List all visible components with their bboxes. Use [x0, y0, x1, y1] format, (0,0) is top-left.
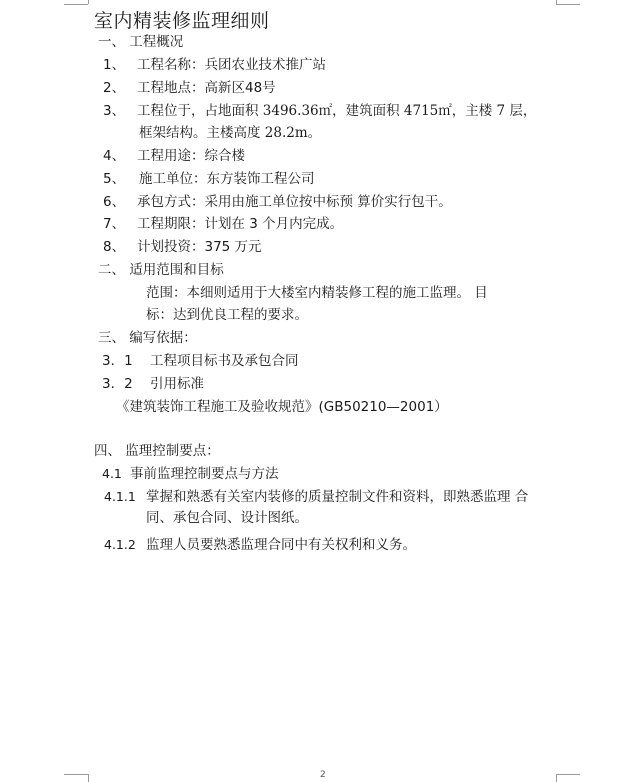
crop-mark	[556, 774, 557, 782]
list-number: 4.1.1	[104, 489, 136, 504]
list-item	[103, 215, 343, 233]
crop-mark	[88, 774, 89, 782]
list-text: 工程项目标书及承包合同	[150, 353, 299, 369]
section-heading: 二、 适用范围和目标	[98, 262, 224, 278]
paragraph-line: 范围：本细则适用于大楼室内精装修工程的施工监理。 目	[146, 285, 488, 301]
list-item	[104, 488, 528, 506]
list-number: 6、	[103, 194, 126, 210]
section-heading: 三、 编写依据：	[98, 330, 197, 346]
list-text: 监理人员要熟悉监理合同中有关权利和义务。	[146, 537, 416, 553]
list-number: 1、	[103, 57, 126, 73]
list-number: 4.1	[102, 466, 122, 481]
list-number: 3．1	[102, 353, 133, 369]
list-item	[103, 102, 536, 120]
list-number: 4.1.2	[104, 537, 136, 552]
list-text-continued: 框架结构。主楼高度 28.2m。	[139, 125, 322, 141]
list-item	[103, 79, 276, 97]
list-number: 8、	[103, 239, 126, 255]
list-text: 施工单位：东方装饰工程公司	[139, 171, 315, 187]
document-title: 室内精装修监理细则	[94, 10, 270, 32]
crop-mark	[64, 4, 88, 5]
list-number: 3．2	[102, 376, 133, 392]
list-number: 5、	[103, 171, 126, 187]
list-text: 工程名称：兵团农业技术推广站	[137, 57, 326, 73]
list-text: 工程期限：计划在 3 个月内完成。	[137, 216, 344, 232]
list-item	[103, 147, 245, 165]
list-text: 引用标准	[150, 376, 204, 392]
list-item	[104, 536, 416, 554]
list-item	[102, 375, 204, 393]
subsection-heading	[102, 465, 279, 483]
list-text: 事前监理控制要点与方法	[130, 466, 279, 482]
list-text: 计划投资：375 万元	[137, 239, 262, 255]
list-item	[102, 352, 299, 370]
list-text: 掌握和熟悉有关室内装修的质量控制文件和资料，即熟悉监理 合	[146, 489, 529, 505]
list-item	[103, 56, 326, 74]
list-text: 工程位于，占地面积 3496.36㎡，建筑面积 4715㎡，主楼 7 层，	[137, 103, 537, 119]
list-text: 工程地点：高新区48号	[137, 80, 276, 96]
list-text-continued: 同、承包合同、设计图纸。	[146, 510, 308, 526]
list-text: 工程用途：综合楼	[137, 148, 245, 164]
list-number: 3、	[103, 103, 126, 119]
list-text: 承包方式：采用由施工单位按中标预 算价实行包干。	[137, 194, 452, 210]
section-heading: 一、 工程概况	[98, 34, 184, 50]
crop-mark	[556, 0, 557, 4]
crop-mark	[556, 774, 580, 775]
crop-mark	[556, 4, 580, 5]
section-heading: 四、 监理控制要点：	[94, 443, 220, 459]
list-item	[103, 193, 452, 211]
paragraph-line: 标：达到优良工程的要求。	[146, 307, 308, 323]
list-number: 4、	[103, 148, 126, 164]
list-item	[103, 170, 315, 188]
standard-reference: 《建筑装饰工程施工及验收规范》(GB50210—2001）	[116, 399, 448, 415]
crop-mark	[64, 774, 88, 775]
list-item	[103, 238, 262, 256]
page-number: 2	[320, 770, 326, 780]
crop-mark	[88, 0, 89, 4]
list-number: 7、	[103, 216, 126, 232]
list-number: 2、	[103, 80, 126, 96]
